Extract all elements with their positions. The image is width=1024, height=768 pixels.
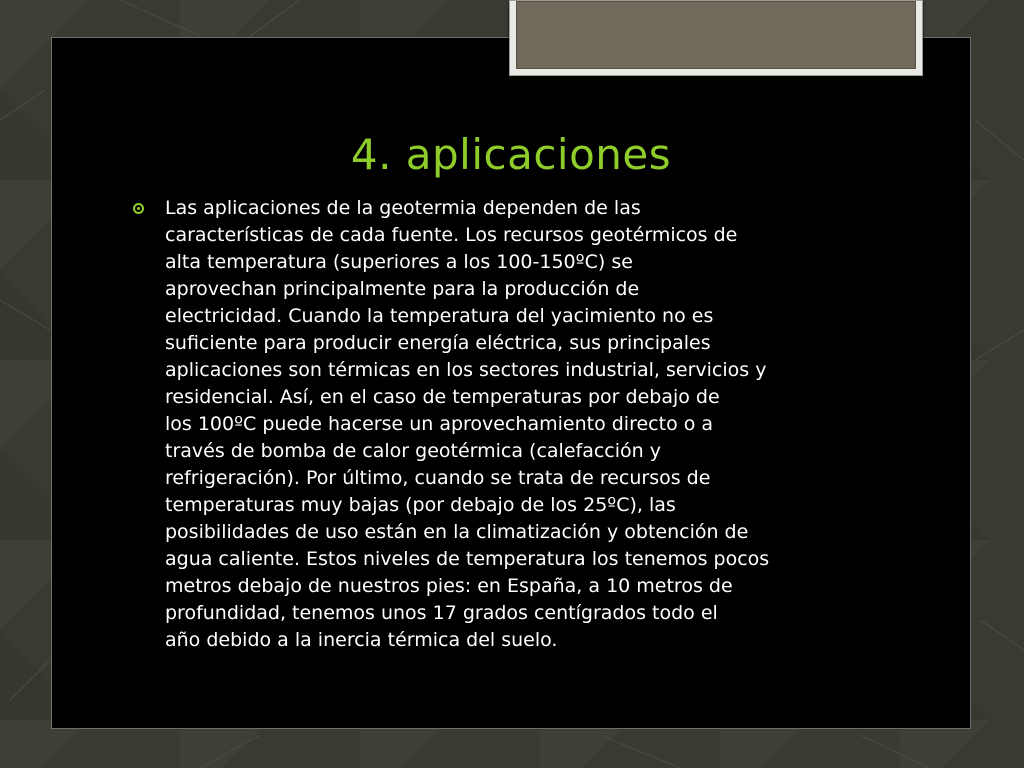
paragraph-line: profundidad, tenemos unos 17 grados centígrados todo el — [165, 602, 718, 624]
paragraph-line: electricidad. Cuando la temperatura del yacimiento no es — [165, 305, 714, 327]
paragraph-line: temperaturas muy bajas (por debajo de los 25ºC), las — [165, 494, 676, 516]
photo-frame — [509, 0, 923, 76]
paragraph-line: los 100ºC puede hacerse un aprovechamiento directo o a — [165, 413, 714, 435]
paragraph-line: residencial. Así, en el caso de temperaturas por debajo de — [165, 386, 720, 408]
slide-title: 4. aplicaciones — [350, 130, 672, 179]
paragraph-line: través de bomba de calor geotérmica (calefacción y — [165, 440, 661, 462]
paragraph-line: año debido a la inercia térmica del suelo. — [165, 629, 558, 651]
paragraph-line: alta temperatura (superiores a los 100-150ºC) se — [165, 251, 633, 273]
paragraph-line: metros debajo de nuestros pies: en España, a 10 metros de — [165, 575, 733, 597]
paragraph-line: agua caliente. Estos niveles de temperatura los tenemos pocos — [165, 548, 770, 570]
paragraph-line: suficiente para producir energía eléctrica, sus principales — [165, 332, 711, 354]
paragraph-line: aplicaciones son térmicas en los sectores industrial, servicios y — [165, 359, 767, 381]
photo-placeholder — [516, 1, 916, 69]
bullet-paragraph — [165, 195, 885, 654]
paragraph-line: Las aplicaciones de la geotermia dependen de las — [165, 197, 641, 219]
paragraph-line: refrigeración). Por último, cuando se trata de recursos de — [165, 467, 711, 489]
ring-bullet-icon — [133, 203, 144, 214]
paragraph-line: aprovechan principalmente para la producción de — [165, 278, 640, 300]
paragraph-line: posibilidades de uso están en la climatización y obtención de — [165, 521, 749, 543]
paragraph-line: características de cada fuente. Los recursos geotérmicos de — [165, 224, 738, 246]
